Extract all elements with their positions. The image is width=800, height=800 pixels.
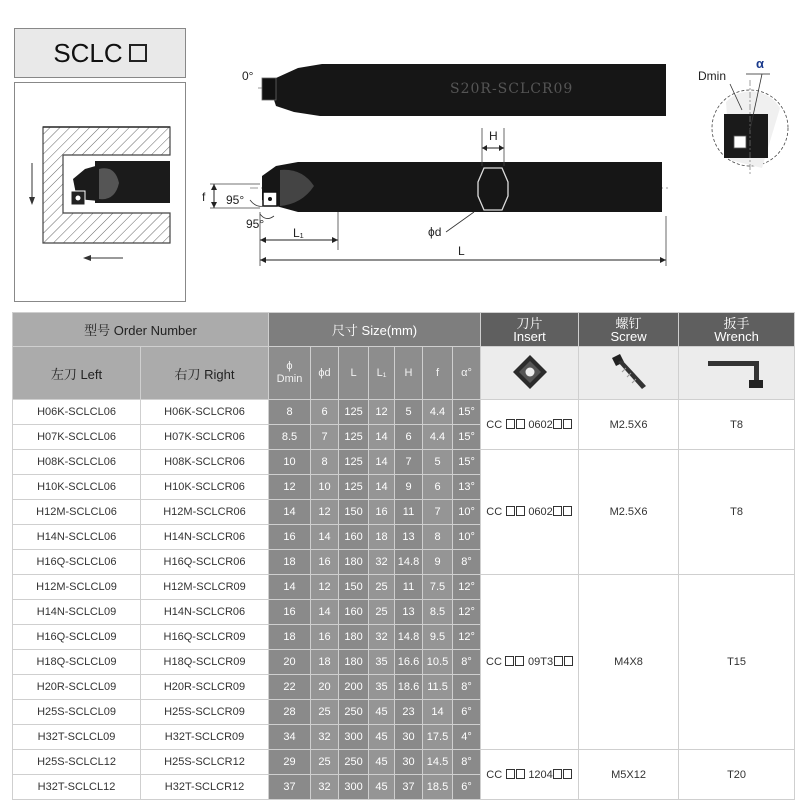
table-subheader-row (13, 347, 795, 400)
size-L-cell: 250 (339, 750, 369, 775)
right-order-number: H12M-SCLCR09 (141, 575, 269, 600)
spec-table (12, 312, 795, 800)
L1-header: L₁ (369, 347, 395, 400)
left-order-number: H32T-SCLCL09 (13, 725, 141, 750)
size-a-cell: 12° (453, 600, 481, 625)
size-d-cell: 16 (311, 625, 339, 650)
size-L1-cell: 32 (369, 550, 395, 575)
right-order-number: H32T-SCLCR09 (141, 725, 269, 750)
left-order-number: H16Q-SCLCL06 (13, 550, 141, 575)
left-order-number: H16Q-SCLCL09 (13, 625, 141, 650)
left-order-number: H18Q-SCLCL09 (13, 650, 141, 675)
right-order-number: H07K-SCLCR06 (141, 425, 269, 450)
size-a-cell: 8° (453, 675, 481, 700)
blank-square-icon (515, 656, 524, 666)
size-L-cell: 300 (339, 725, 369, 750)
wrench-header (679, 313, 795, 347)
insert-prefix: CC (486, 656, 502, 668)
size-f-cell: 4.4 (423, 425, 453, 450)
blank-square-icon (563, 506, 572, 516)
blank-square-icon (564, 656, 573, 666)
left-order-number: H25S-SCLCL09 (13, 700, 141, 725)
size-dmin-cell: 10 (269, 450, 311, 475)
size-f-cell: 17.5 (423, 725, 453, 750)
table-row (13, 750, 795, 775)
placeholder-square-icon (129, 44, 147, 62)
size-H-cell: 9 (395, 475, 423, 500)
size-f-cell: 9.5 (423, 625, 453, 650)
right-order-number: H16Q-SCLCR09 (141, 625, 269, 650)
left-order-number: H12M-SCLCL06 (13, 500, 141, 525)
right-order-number: H20R-SCLCR09 (141, 675, 269, 700)
size-f-cell: 8.5 (423, 600, 453, 625)
table-header-row (13, 313, 795, 347)
size-f-cell: 4.4 (423, 400, 453, 425)
d-header: ϕd (311, 347, 339, 400)
size-L1-cell: 25 (369, 600, 395, 625)
size-H-cell: 14.8 (395, 550, 423, 575)
wrench-header-cn: 扳手 (723, 315, 750, 331)
blank-square-icon (553, 419, 562, 429)
size-H-cell: 30 (395, 725, 423, 750)
L-header: L (339, 347, 369, 400)
size-L-cell: 250 (339, 700, 369, 725)
size-L1-cell: 45 (369, 775, 395, 800)
size-dmin-cell: 22 (269, 675, 311, 700)
angle-top-label: 0° (242, 69, 254, 83)
size-a-cell: 8° (453, 550, 481, 575)
order-number-header: 型号 Order Number (13, 313, 269, 347)
angle-95-b-label: 95° (246, 217, 265, 231)
size-d-cell: 7 (311, 425, 339, 450)
right-order-number: H10K-SCLCR06 (141, 475, 269, 500)
blank-square-icon (554, 656, 563, 666)
dmin-header (269, 347, 311, 400)
size-L1-cell: 25 (369, 575, 395, 600)
left-order-number: H20R-SCLCL09 (13, 675, 141, 700)
size-a-cell: 15° (453, 400, 481, 425)
size-L1-cell: 45 (369, 725, 395, 750)
right-order-number: H25S-SCLCR12 (141, 750, 269, 775)
size-f-cell: 6 (423, 475, 453, 500)
size-L-cell: 150 (339, 575, 369, 600)
right-order-number: H18Q-SCLCR09 (141, 650, 269, 675)
table-row (13, 575, 795, 600)
size-f-cell: 11.5 (423, 675, 453, 700)
left-order-number: H32T-SCLCL12 (13, 775, 141, 800)
size-dmin-cell: 8.5 (269, 425, 311, 450)
size-a-cell: 6° (453, 700, 481, 725)
wrench-cell: T20 (679, 750, 795, 800)
insert-header (481, 313, 579, 347)
size-header: 尺寸 Size(mm) (269, 313, 481, 347)
right-header: 右刀 Right (141, 347, 269, 400)
size-dmin-cell: 29 (269, 750, 311, 775)
blank-square-icon (505, 656, 514, 666)
size-d-cell: 10 (311, 475, 339, 500)
size-L-cell: 160 (339, 525, 369, 550)
size-dmin-cell: 12 (269, 475, 311, 500)
right-order-number: H14N-SCLCR06 (141, 600, 269, 625)
size-dmin-cell: 16 (269, 600, 311, 625)
wrench-header-en: Wrench (714, 328, 759, 344)
wrench-cell: T15 (679, 575, 795, 750)
insert-icon (510, 352, 550, 392)
size-L-cell: 125 (339, 425, 369, 450)
size-L1-cell: 14 (369, 475, 395, 500)
size-L-cell: 180 (339, 650, 369, 675)
left-order-number: H12M-SCLCL09 (13, 575, 141, 600)
right-order-number: H14N-SCLCR06 (141, 525, 269, 550)
right-order-number: H06K-SCLCR06 (141, 400, 269, 425)
size-L-cell: 125 (339, 475, 369, 500)
blank-square-icon (553, 506, 562, 516)
wrench-cell: T8 (679, 400, 795, 450)
size-H-cell: 13 (395, 525, 423, 550)
screw-icon (604, 352, 654, 392)
size-dmin-cell: 18 (269, 550, 311, 575)
size-L-cell: 180 (339, 550, 369, 575)
size-H-cell: 13 (395, 600, 423, 625)
screw-cell: M2.5X6 (579, 400, 679, 450)
screw-header-cn: 螺钉 (615, 315, 642, 331)
right-order-number: H32T-SCLCR12 (141, 775, 269, 800)
blank-square-icon (516, 506, 525, 516)
dim-alpha-label: α (756, 56, 764, 71)
insert-image-cell (481, 347, 579, 400)
table-row (13, 450, 795, 475)
wrench-cell: T8 (679, 450, 795, 575)
size-dmin-cell: 37 (269, 775, 311, 800)
size-f-cell: 14 (423, 700, 453, 725)
dim-d-label: ϕd (428, 225, 442, 239)
left-order-number: H14N-SCLCL09 (13, 600, 141, 625)
boring-sketch-svg (15, 83, 185, 301)
dim-dmin-label: Dmin (698, 69, 727, 83)
size-H-cell: 7 (395, 450, 423, 475)
size-H-cell: 23 (395, 700, 423, 725)
size-H-cell: 30 (395, 750, 423, 775)
insert-code-cell (481, 575, 579, 750)
right-order-number: H25S-SCLCR09 (141, 700, 269, 725)
size-a-cell: 15° (453, 450, 481, 475)
insert-code-cell (481, 750, 579, 800)
angle-95-a-label: 95° (226, 193, 245, 207)
insert-code: 09T3 (528, 656, 554, 668)
size-d-cell: 20 (311, 675, 339, 700)
size-dmin-cell: 8 (269, 400, 311, 425)
f-header: f (423, 347, 453, 400)
size-L-cell: 160 (339, 600, 369, 625)
left-header: 左刀 Left (13, 347, 141, 400)
left-order-number: H14N-SCLCL06 (13, 525, 141, 550)
size-d-cell: 18 (311, 650, 339, 675)
blank-square-icon (516, 419, 525, 429)
size-dmin-cell: 28 (269, 700, 311, 725)
size-L-cell: 300 (339, 775, 369, 800)
size-L-cell: 125 (339, 450, 369, 475)
screw-cell: M2.5X6 (579, 450, 679, 575)
size-H-cell: 6 (395, 425, 423, 450)
size-f-cell: 18.5 (423, 775, 453, 800)
screw-image-cell (579, 347, 679, 400)
screw-cell: M4X8 (579, 575, 679, 750)
size-L-cell: 200 (339, 675, 369, 700)
size-L-cell: 180 (339, 625, 369, 650)
size-d-cell: 25 (311, 700, 339, 725)
blank-square-icon (506, 419, 515, 429)
size-L1-cell: 18 (369, 525, 395, 550)
size-dmin-cell: 14 (269, 500, 311, 525)
size-d-cell: 12 (311, 575, 339, 600)
size-d-cell: 8 (311, 450, 339, 475)
insert-header-en: Insert (513, 328, 546, 344)
right-order-number: H12M-SCLCR06 (141, 500, 269, 525)
size-a-cell: 12° (453, 575, 481, 600)
size-a-cell: 6° (453, 775, 481, 800)
size-f-cell: 8 (423, 525, 453, 550)
blank-square-icon (506, 769, 515, 779)
size-dmin-cell: 20 (269, 650, 311, 675)
size-H-cell: 37 (395, 775, 423, 800)
wrench-image-cell (679, 347, 795, 400)
blank-square-icon (563, 419, 572, 429)
size-a-cell: 10° (453, 500, 481, 525)
dim-L-label: L (458, 244, 465, 258)
size-d-cell: 32 (311, 775, 339, 800)
blank-square-icon (563, 769, 572, 779)
size-L-cell: 125 (339, 400, 369, 425)
size-L1-cell: 35 (369, 675, 395, 700)
size-f-cell: 7.5 (423, 575, 453, 600)
size-d-cell: 12 (311, 500, 339, 525)
size-H-cell: 11 (395, 500, 423, 525)
insert-code: 0602 (528, 506, 553, 518)
insert-header-cn: 刀片 (516, 315, 543, 331)
size-f-cell: 9 (423, 550, 453, 575)
dmin-header-top: ϕ (286, 360, 293, 372)
size-L1-cell: 45 (369, 700, 395, 725)
insert-code-cell (481, 400, 579, 450)
size-d-cell: 14 (311, 525, 339, 550)
size-d-cell: 32 (311, 725, 339, 750)
H-header: H (395, 347, 423, 400)
size-L1-cell: 35 (369, 650, 395, 675)
dim-f-label: f (202, 190, 206, 204)
size-a-cell: 12° (453, 625, 481, 650)
size-d-cell: 16 (311, 550, 339, 575)
screw-header-en: Screw (610, 328, 647, 344)
blank-square-icon (516, 769, 525, 779)
size-d-cell: 6 (311, 400, 339, 425)
right-order-number: H08K-SCLCR06 (141, 450, 269, 475)
left-order-number: H10K-SCLCL06 (13, 475, 141, 500)
size-d-cell: 14 (311, 600, 339, 625)
machining-sketch (14, 82, 186, 302)
tool-drawing-svg (190, 40, 800, 280)
product-title: SCLC (53, 37, 123, 68)
size-f-cell: 7 (423, 500, 453, 525)
dmin-header-bottom: Dmin (276, 373, 303, 385)
size-dmin-cell: 18 (269, 625, 311, 650)
table-row (13, 400, 795, 425)
size-f-cell: 14.5 (423, 750, 453, 775)
insert-code: 1204 (528, 768, 553, 781)
size-a-cell: 4° (453, 725, 481, 750)
tool-drawing (190, 40, 800, 280)
size-L1-cell: 12 (369, 400, 395, 425)
size-H-cell: 11 (395, 575, 423, 600)
size-L1-cell: 32 (369, 625, 395, 650)
size-a-cell: 10° (453, 525, 481, 550)
size-L-cell: 150 (339, 500, 369, 525)
size-f-cell: 10.5 (423, 650, 453, 675)
insert-prefix: CC (486, 418, 503, 431)
size-L1-cell: 14 (369, 425, 395, 450)
size-a-cell: 13° (453, 475, 481, 500)
right-order-number: H16Q-SCLCR06 (141, 550, 269, 575)
size-H-cell: 14.8 (395, 625, 423, 650)
product-title-box (14, 28, 186, 78)
size-dmin-cell: 34 (269, 725, 311, 750)
size-H-cell: 18.6 (395, 675, 423, 700)
screw-cell: M5X12 (579, 750, 679, 800)
size-a-cell: 8° (453, 750, 481, 775)
size-d-cell: 25 (311, 750, 339, 775)
left-order-number: H06K-SCLCL06 (13, 400, 141, 425)
size-f-cell: 5 (423, 450, 453, 475)
blank-square-icon (553, 769, 562, 779)
size-a-cell: 8° (453, 650, 481, 675)
table-body (13, 400, 795, 800)
size-H-cell: 5 (395, 400, 423, 425)
wrench-icon (702, 352, 772, 392)
size-L1-cell: 16 (369, 500, 395, 525)
blank-square-icon (506, 506, 515, 516)
dim-L1-label: L₁ (293, 226, 304, 240)
dim-H-label: H (489, 129, 498, 143)
left-order-number: H25S-SCLCL12 (13, 750, 141, 775)
left-order-number: H07K-SCLCL06 (13, 425, 141, 450)
size-L1-cell: 14 (369, 450, 395, 475)
size-L1-cell: 45 (369, 750, 395, 775)
screw-header (579, 313, 679, 347)
left-order-number: H08K-SCLCL06 (13, 450, 141, 475)
size-a-cell: 15° (453, 425, 481, 450)
alpha-header: α° (453, 347, 481, 400)
size-dmin-cell: 14 (269, 575, 311, 600)
insert-code-cell (481, 450, 579, 575)
size-dmin-cell: 16 (269, 525, 311, 550)
insert-prefix: CC (486, 506, 503, 518)
model-marking: S20R-SCLCR09 (450, 81, 574, 97)
insert-prefix: CC (486, 768, 503, 781)
insert-code: 0602 (528, 418, 553, 431)
size-H-cell: 16.6 (395, 650, 423, 675)
